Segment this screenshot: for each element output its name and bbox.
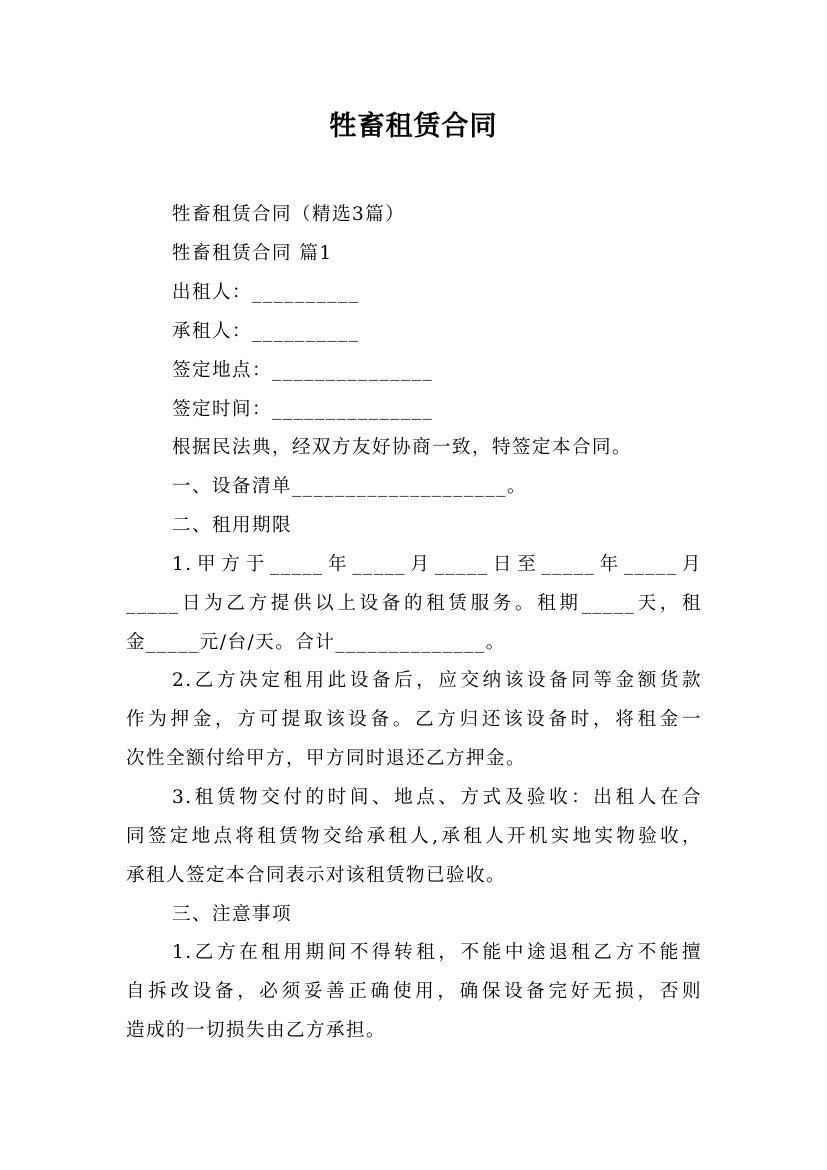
subtitle-line: 牲畜租赁合同（精选3篇） [172,204,406,225]
paragraph-line: 次性全额付给甲方，甲方同时退还乙方押金。 [126,748,527,769]
paragraph-line: 1.乙方在租用期间不得转租，不能中途退租乙方不能擅 [172,942,702,963]
equipment-list-line: 一、设备清单____________________。 [172,476,528,497]
paragraph-line: 造成的一切损失由乙方承担。 [126,1020,387,1041]
lessee-line: 承租人：__________ [172,321,360,342]
paragraph-line: 作为押金，方可提取该设备。乙方归还该设备时，将租金一 [126,709,702,730]
document-title: 牲畜租赁合同 [329,111,498,142]
paragraph-line: _____日为乙方提供以上设备的租赁服务。租期_____天，租 [126,593,702,614]
paragraph-line: 3.租赁物交付的时间、地点、方式及验收：出租人在合 [172,787,702,808]
paragraph-line: 自拆改设备，必须妥善正确使用，确保设备完好无损，否则 [126,981,702,1002]
section-heading: 牲畜租赁合同 篇1 [172,243,333,264]
paragraph-line: 承租人签定本合同表示对该租赁物已验收。 [126,865,507,886]
paragraph-line: 金_____元/台/天。合计______________。 [126,632,506,653]
signing-time-line: 签定时间：_______________ [172,399,434,420]
signing-place-line: 签定地点：_______________ [172,360,434,381]
preamble-line: 根据民法典，经双方友好协商一致，特签定本合同。 [172,437,633,458]
paragraph-line: 1.甲方于_____年_____月_____日至_____年_____月 [172,554,702,575]
notes-heading: 三、注意事项 [172,904,293,925]
lease-term-heading: 二、租用期限 [172,515,293,536]
lessor-line: 出租人：__________ [172,282,360,303]
paragraph-line: 同签定地点将租赁物交给承租人,承租人开机实地实物验收， [126,826,702,847]
paragraph-line: 2.乙方决定租用此设备后，应交纳该设备同等金额货款 [172,670,702,691]
